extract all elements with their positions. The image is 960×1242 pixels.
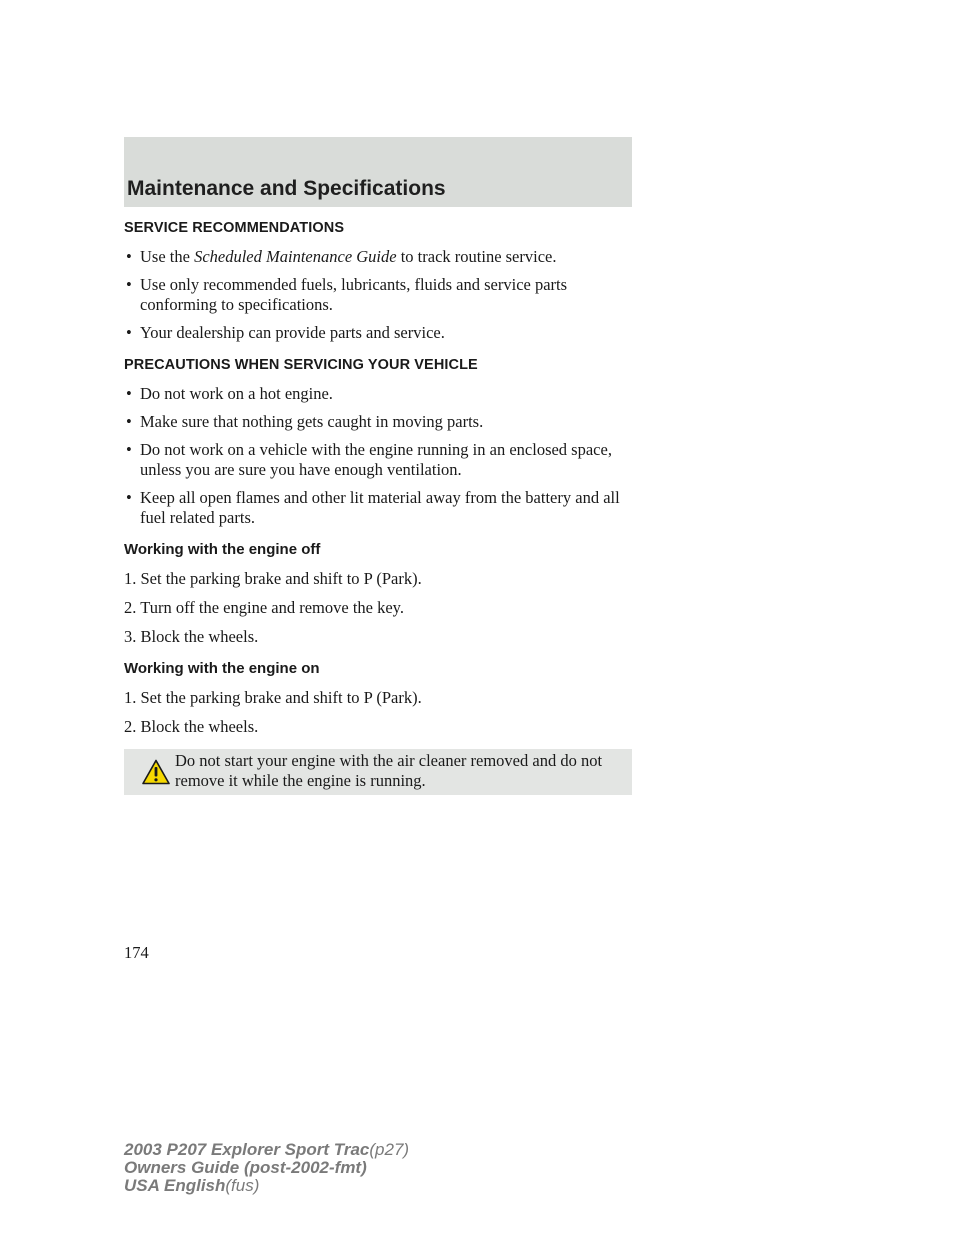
list-item-text: Do not work on a hot engine.	[140, 384, 333, 403]
footer-model-code: (p27)	[369, 1140, 410, 1159]
step-item: 3. Block the wheels.	[124, 627, 259, 646]
precautions-heading: PRECAUTIONS WHEN SERVICING YOUR VEHICLE	[124, 357, 478, 373]
list-item	[124, 440, 632, 480]
footer-language-code: (fus)	[225, 1176, 260, 1195]
step-item: 1. Set the parking brake and shift to P (Park).	[124, 688, 422, 707]
engine-on-heading: Working with the engine on	[124, 660, 320, 677]
list-item	[124, 247, 632, 267]
section-header-band	[124, 137, 632, 207]
guide-title: Scheduled Maintenance Guide	[194, 247, 397, 266]
footer-language: USA English	[124, 1176, 226, 1195]
list-item-text: Use only recommended fuels, lubricants, fluids and service parts conforming to specifications.	[140, 275, 568, 314]
step-item: 1. Set the parking brake and shift to P (Park).	[124, 569, 422, 588]
page-number: 174	[124, 943, 149, 962]
bullet-icon: •	[126, 488, 132, 507]
bullet-icon: •	[126, 384, 132, 403]
bullet-icon: •	[126, 275, 132, 294]
step-item: 2. Block the wheels.	[124, 717, 259, 736]
footer-guide: Owners Guide (post-2002-fmt)	[124, 1158, 367, 1177]
step-item: 2. Turn off the engine and remove the key.	[124, 598, 404, 617]
precautions-list	[124, 384, 632, 528]
document-footer	[124, 1141, 409, 1195]
list-item	[124, 275, 632, 315]
list-item-text: Use the	[140, 247, 195, 266]
section-title: Maintenance and Specifications	[127, 177, 446, 200]
footer-line-2	[124, 1159, 409, 1177]
list-item-text: Do not work on a vehicle with the engine running in an enclosed space, unless you are sure you have enough ventilation.	[140, 440, 612, 479]
engine-on-steps	[124, 688, 632, 737]
list-item-text: Your dealership can provide parts and service.	[140, 323, 445, 342]
warning-box	[124, 749, 632, 795]
list-item	[124, 488, 632, 528]
service-list	[124, 247, 632, 343]
bullet-icon: •	[126, 440, 132, 459]
warning-triangle-icon	[142, 759, 170, 785]
list-item-text: Make sure that nothing gets caught in moving parts.	[140, 412, 484, 431]
list-item-text: Keep all open flames and other lit material away from the battery and all fuel related parts.	[140, 488, 620, 527]
engine-off-steps	[124, 569, 632, 647]
bullet-icon: •	[126, 247, 132, 266]
list-item	[124, 384, 632, 404]
footer-model: 2003 P207 Explorer Sport Trac	[124, 1140, 370, 1159]
warning-text: Do not start your engine with the air cleaner removed and do not remove it while the engine is running.	[175, 751, 603, 790]
bullet-icon: •	[126, 323, 132, 342]
footer-line-3	[124, 1177, 409, 1195]
page-content	[124, 218, 632, 795]
engine-off-heading: Working with the engine off	[124, 541, 321, 558]
bullet-icon: •	[126, 412, 132, 431]
list-item	[124, 323, 632, 343]
footer-line-1	[124, 1141, 409, 1159]
list-item-text: to track routine service.	[396, 247, 557, 266]
service-recommendations-heading: SERVICE RECOMMENDATIONS	[124, 220, 345, 236]
list-item	[124, 412, 632, 432]
